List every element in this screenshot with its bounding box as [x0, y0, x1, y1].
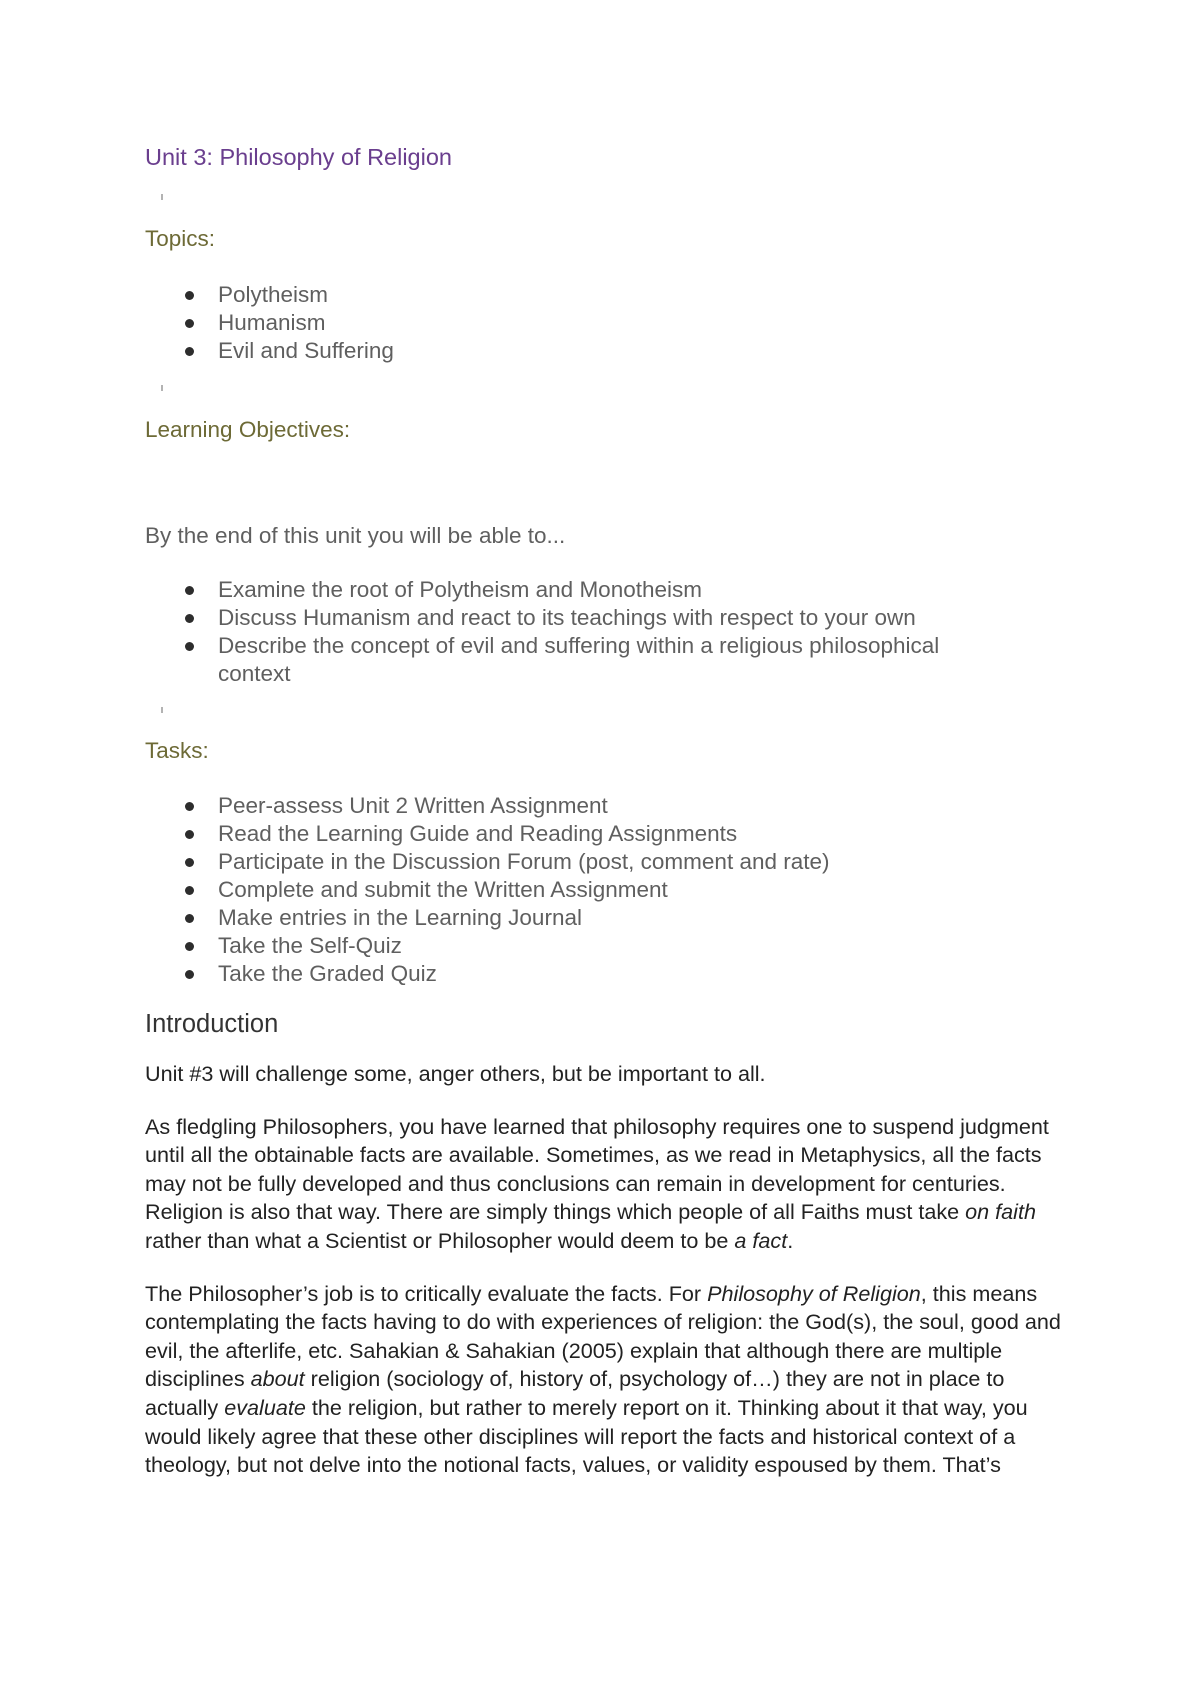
bullet-icon	[185, 830, 194, 839]
learning-objectives-heading: Learning Objectives:	[145, 417, 351, 442]
bullet-icon	[185, 291, 194, 300]
unit-title: Unit 3: Philosophy of Religion	[145, 144, 452, 170]
introduction-heading: Introduction	[145, 1010, 279, 1038]
objectives-list	[183, 576, 1018, 688]
bullet-icon	[185, 347, 194, 356]
empty-paragraph-marker	[161, 707, 163, 713]
empty-paragraph-marker	[161, 194, 163, 200]
list-item: Make entries in the Learning Journal	[183, 904, 830, 932]
paragraph: As fledgling Philosophers, you have learned that philosophy requires one to suspend judgment until all the obtainable facts are available. Sometimes, as we read in Metaphysics, all the facts may not be fully developed and thus conclusions can remain in development for centuries. Religion is also that way. There are simply things which people of all Faiths must take on faith rather than what a Scientist or Philosopher would deem to be a fact.	[145, 1113, 1049, 1253]
bullet-icon	[185, 914, 194, 923]
list-item: Complete and submit the Written Assignment	[183, 876, 830, 904]
bullet-icon	[185, 614, 194, 623]
bullet-icon	[185, 802, 194, 811]
objectives-intro: By the end of this unit you will be able to...	[145, 523, 566, 548]
list-item: Discuss Humanism and react to its teachings with respect to your own	[183, 604, 1018, 632]
list-item: Participate in the Discussion Forum (post, comment and rate)	[183, 848, 830, 876]
bullet-icon	[185, 886, 194, 895]
empty-paragraph-marker	[161, 385, 163, 391]
list-item: Evil and Suffering	[183, 337, 394, 365]
bullet-icon	[185, 942, 194, 951]
list-item: Polytheism	[183, 281, 394, 309]
list-item: Examine the root of Polytheism and Monotheism	[183, 576, 1018, 604]
list-item: Take the Graded Quiz	[183, 960, 830, 988]
tasks-heading: Tasks:	[145, 738, 209, 763]
paragraph: The Philosopher’s job is to critically evaluate the facts. For Philosophy of Religion, this means contemplating the facts having to do with experiences of religion: the God(s), the soul, good and evil, the afterlife, etc. Sahakian & Sahakian (2005) explain that although there are multiple disciplines about religion (sociology of, history of, psychology of…) they are not in place to actually evaluate the religion, but rather to merely report on it. Thinking about it that way, you would likely agree that these other disciplines will report the facts and historical context of a theology, but not delve into the notional facts, values, or validity espoused by them. That’s	[145, 1280, 1061, 1478]
bullet-icon	[185, 858, 194, 867]
bullet-icon	[185, 319, 194, 328]
list-item: Read the Learning Guide and Reading Assignments	[183, 820, 830, 848]
list-item: Humanism	[183, 309, 394, 337]
list-item: Describe the concept of evil and suffering within a religious philosophical context	[183, 632, 1018, 688]
bullet-icon	[185, 642, 194, 651]
list-item: Peer-assess Unit 2 Written Assignment	[183, 792, 830, 820]
topics-heading: Topics:	[145, 226, 216, 251]
paragraph: Unit #3 will challenge some, anger others, but be important to all.	[145, 1061, 766, 1086]
bullet-icon	[185, 586, 194, 595]
list-item: Take the Self-Quiz	[183, 932, 830, 960]
introduction-body	[145, 1060, 1065, 1504]
bullet-icon	[185, 970, 194, 979]
tasks-list	[183, 792, 830, 988]
topics-list	[183, 281, 394, 365]
